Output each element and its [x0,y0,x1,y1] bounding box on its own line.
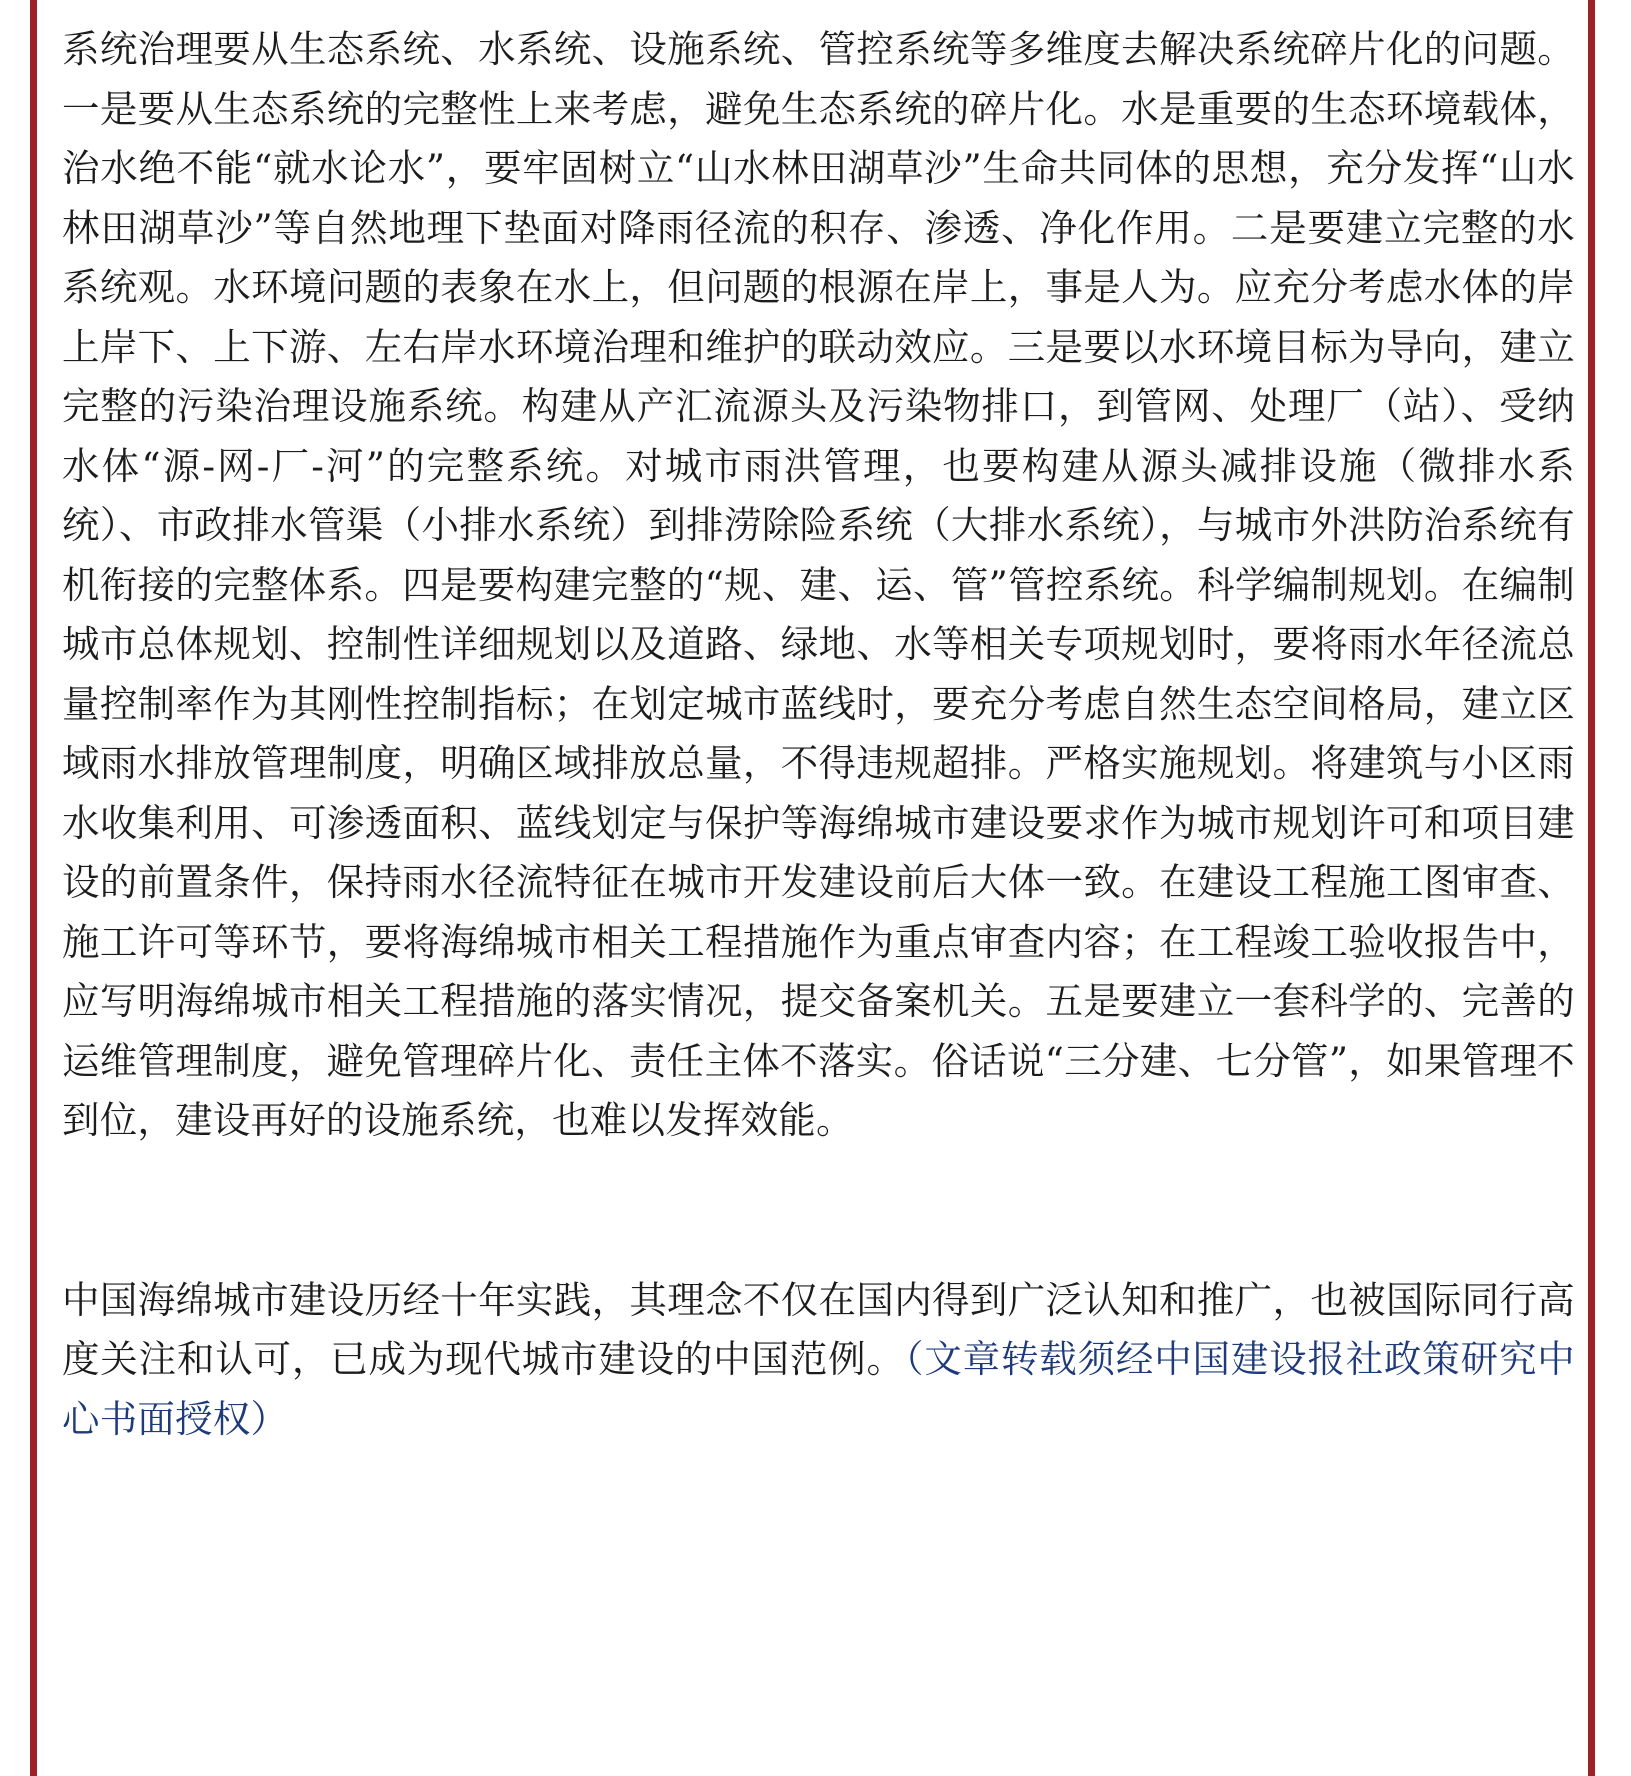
article-body [62,20,1575,1449]
left-decorative-rule [30,0,37,1776]
reprint-authorization-note: （文章转载须经中国建设报社政策研究中心书面授权） [62,1337,1575,1441]
paragraph-closing [62,1271,1575,1450]
closing-lead-text: 中国海绵城市建设历经十年实践，其理念不仅在国内得到广泛认知和推广，也被国际同行高度关注和认可，已成为现代城市建设的中国范例。 [62,1277,1575,1381]
right-decorative-rule [1588,0,1595,1776]
paragraph-systemic-governance: 系统治理要从生态系统、水系统、设施系统、管控系统等多维度去解决系统碎片化的问题。一是要从生态系统的完整性上来考虑，避免生态系统的碎片化。水是重要的生态环境载体，治水绝不能“就水论水”，要牢固树立“山水林田湖草沙”生命共同体的思想，充分发挥“山水林田湖草沙”等自然地理下垫面对降雨径流的积存、渗透、净化作用。二是要建立完整的水系统观。水环境问题的表象在水上，但问题的根源在岸上，事是人为。应充分考虑水体的岸上岸下、上下游、左右岸水环境治理和维护的联动效应。三是要以水环境目标为导向，建立完整的污染治理设施系统。构建从产汇流源头及污染物排口，到管网、处理厂（站）、受纳水体“源-网-厂-河”的完整系统。对城市雨洪管理，也要构建从源头减排设施（微排水系统）、市政排水管渠（小排水系统）到排涝除险系统（大排水系统），与城市外洪防治系统有机衔接的完整体系。四是要构建完整的“规、建、运、管”管控系统。科学编制规划。在编制城市总体规划、控制性详细规划以及道路、绿地、水等相关专项规划时，要将雨水年径流总量控制率作为其刚性控制指标；在划定城市蓝线时，要充分考虑自然生态空间格局，建立区域雨水排放管理制度，明确区域排放总量，不得违规超排。严格实施规划。将建筑与小区雨水收集利用、可渗透面积、蓝线划定与保护等海绵城市建设要求作为城市规划许可和项目建设的前置条件，保持雨水径流特征在城市开发建设前后大体一致。在建设工程施工图审查、施工许可等环节，要将海绵城市相关工程措施作为重点审查内容；在工程竣工验收报告中，应写明海绵城市相关工程措施的落实情况，提交备案机关。五是要建立一套科学的、完善的运维管理制度，避免管理碎片化、责任主体不落实。俗话说“三分建、七分管”，如果管理不到位，建设再好的设施系统，也难以发挥效能。 [62,27,1575,1142]
